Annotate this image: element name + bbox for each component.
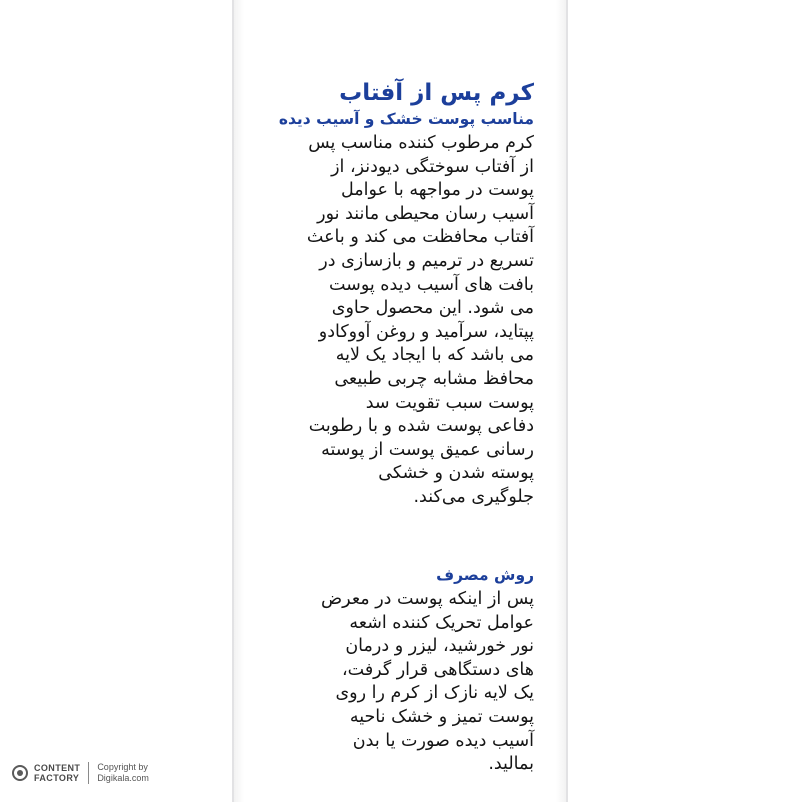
copyright-line: Digikala.com — [97, 773, 149, 783]
usage-heading: روش مصرف — [436, 566, 534, 584]
description-line: رسانی عمیق پوست از پوسته — [321, 439, 534, 460]
description-line: آسیب رسان محیطی مانند نور — [317, 203, 534, 224]
product-box-panel — [232, 0, 568, 802]
description-line: پوسته شدن و خشکی — [378, 463, 534, 484]
description-line: پوست در مواجهه با عوامل — [341, 180, 534, 201]
description-line: می باشد که با ایجاد یک لایه — [335, 345, 534, 366]
description-line: بافت های آسیب دیده پوست — [328, 274, 534, 295]
usage-line: پس از اینکه پوست در معرض — [321, 589, 534, 609]
description-line: پوست سبب تقویت سد — [365, 392, 534, 413]
content-factory-watermark — [12, 762, 149, 784]
usage-line: های دستگاهی قرار گرفت، — [341, 659, 534, 680]
usage-line: بمالید. — [488, 754, 534, 775]
description-line: آفتاب محافظت می کند و باعث — [306, 227, 534, 248]
description-line: کرم مرطوب کننده مناسب پس — [308, 133, 534, 153]
description-line: تسریع در ترمیم و بازسازی در — [319, 250, 534, 271]
logo-line: FACTORY — [34, 773, 80, 783]
product-subtitle: مناسب پوست خشک و آسیب دیده — [278, 110, 534, 128]
logo-line: CONTENT — [34, 763, 81, 773]
copyright-notice — [97, 762, 149, 784]
usage-line: نور خورشید، لیزر و درمان — [345, 636, 534, 657]
usage-line: پوست تمیز و خشک ناحیه — [349, 706, 534, 727]
usage-instructions — [266, 588, 534, 777]
description-line: محافظ مشابه چربی طبیعی — [334, 368, 534, 389]
description-line: از آفتاب سوختگی دیودنز، از — [331, 156, 534, 177]
product-description — [266, 132, 534, 510]
description-line: جلوگیری می‌کند. — [413, 486, 534, 507]
copyright-line: Copyright by — [97, 762, 148, 772]
description-line: پپتاید، سرآمید و روغن آووکادو — [318, 321, 534, 342]
content-factory-logo-icon — [12, 765, 28, 781]
watermark-divider — [88, 762, 89, 784]
usage-line: یک لایه نازک از کرم را روی — [335, 683, 534, 704]
usage-line: آسیب دیده صورت یا بدن — [352, 730, 534, 751]
usage-line: عوامل تحریک کننده اشعه — [349, 612, 534, 633]
description-line: دفاعی پوست شده و با رطوبت — [308, 416, 534, 437]
content-factory-logo-text — [34, 763, 80, 783]
description-line: می شود. این محصول حاوی — [331, 298, 534, 319]
product-title: کرم پس از آفتاب — [339, 80, 534, 106]
